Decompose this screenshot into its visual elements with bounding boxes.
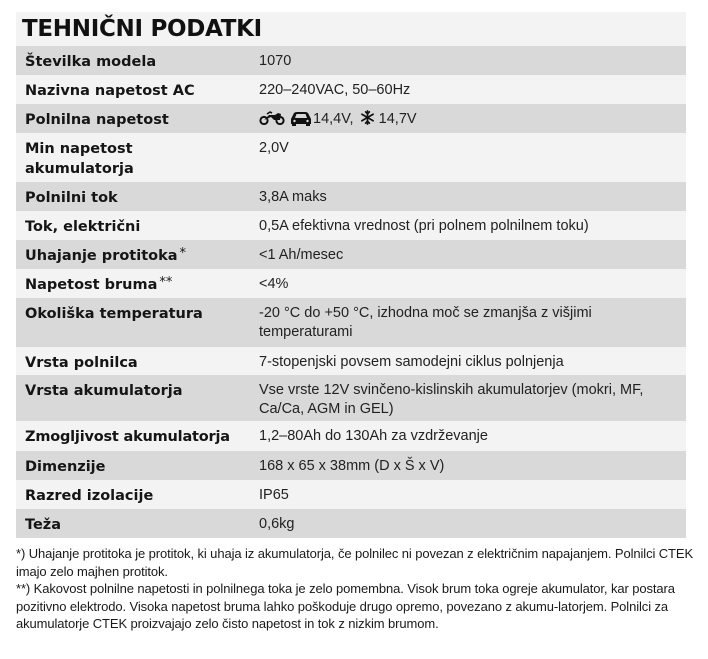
footnotes xyxy=(16,545,696,633)
row-label: Tok, električni xyxy=(25,219,141,235)
table-row xyxy=(16,182,686,211)
row-label: Razred izolacije xyxy=(25,488,154,504)
row-value: 168 x 65 x 38mm (D x Š x V) xyxy=(259,458,445,474)
footnote-2: **) Kakovost polnilne napetosti in polnilnega toka je zelo pomembna. Visok brum toka ogreje akumulator, kar postara pozitivno elektrodo. Visoka napetost bruma lahko poškoduje drugo opremo, povezano z akumu-latorjem. Polnilci za akumulatorje CTEK proizvajajo zelo čisto napetost in tok z nizkim brumom. xyxy=(16,581,675,631)
row-label: Dimenzije xyxy=(25,459,106,475)
row-value: 220–240VAC, 50–60Hz xyxy=(259,82,411,98)
footnote-marker: ** xyxy=(159,275,173,290)
table-row xyxy=(16,240,686,269)
table-row xyxy=(16,46,686,75)
row-label-text: Napetost bruma xyxy=(25,277,158,293)
row-label-text: Uhajanje protitoka xyxy=(25,248,178,264)
row-value: 1070 xyxy=(259,53,292,69)
footnote-marker: * xyxy=(179,246,187,261)
row-value: 3,8A maks xyxy=(259,189,327,205)
row-value xyxy=(252,104,686,133)
table-row xyxy=(16,75,686,104)
table-row xyxy=(16,133,686,182)
table-row xyxy=(16,509,686,538)
row-label xyxy=(16,240,252,269)
technical-data-table xyxy=(16,12,686,538)
row-value: <4% xyxy=(259,276,289,292)
row-label: Vrsta akumulatorja xyxy=(25,383,183,399)
table-row xyxy=(16,375,686,421)
row-label: Nazivna napetost AC xyxy=(25,83,195,99)
table-row xyxy=(16,211,686,240)
page-title: TEHNIČNI PODATKI xyxy=(16,12,686,46)
table-row xyxy=(16,451,686,480)
row-value: Vse vrste 12V svinčeno-kislinskih akumulatorjev (mokri, MF, Ca/Ca, AGM in GEL) xyxy=(259,382,644,417)
row-label: Teža xyxy=(25,517,62,533)
row-label: Min napetost akumulatorja xyxy=(25,141,134,177)
row-value: <1 Ah/mesec xyxy=(259,247,344,263)
table-row xyxy=(16,347,686,375)
footnote-1: *) Uhajanje protitoka je protitok, ki uhaja iz akumulatorja, če polnilec ni povezan z električnim napajanjem. Polnilci CTEK imajo zelo majhen protitok. xyxy=(16,546,694,579)
table-row xyxy=(16,298,686,347)
row-label: Polnilna napetost xyxy=(25,112,169,128)
row-label: Številka modela xyxy=(25,54,157,70)
table-row xyxy=(16,104,686,133)
table-row xyxy=(16,480,686,509)
row-label: Vrsta polnilca xyxy=(25,355,138,371)
row-value: -20 °C do +50 °C, izhodna moč se zmanjša z višjimi temperaturami xyxy=(259,305,592,340)
car-icon xyxy=(289,111,313,126)
row-value: 2,0V xyxy=(259,140,289,156)
row-value: IP65 xyxy=(259,487,289,503)
table-row xyxy=(16,421,686,451)
motorcycle-icon xyxy=(259,111,285,125)
table-row xyxy=(16,269,686,298)
row-label xyxy=(16,269,252,298)
row-label: Polnilni tok xyxy=(25,190,118,206)
row-value: 0,6kg xyxy=(259,516,295,532)
row-label: Okoliška temperatura xyxy=(25,306,203,322)
snowflake-icon xyxy=(360,110,375,125)
charge-voltage-normal: 14,4V, xyxy=(313,111,354,127)
row-value: 1,2–80Ah do 130Ah za vzdrževanje xyxy=(259,428,488,444)
row-value: 7-stopenjski povsem samodejni ciklus polnjenja xyxy=(259,354,564,370)
row-label: Zmogljivost akumulatorja xyxy=(25,429,230,445)
charge-voltage-cold: 14,7V xyxy=(378,111,417,127)
row-value: 0,5A efektivna vrednost (pri polnem polnilnem toku) xyxy=(259,218,589,234)
